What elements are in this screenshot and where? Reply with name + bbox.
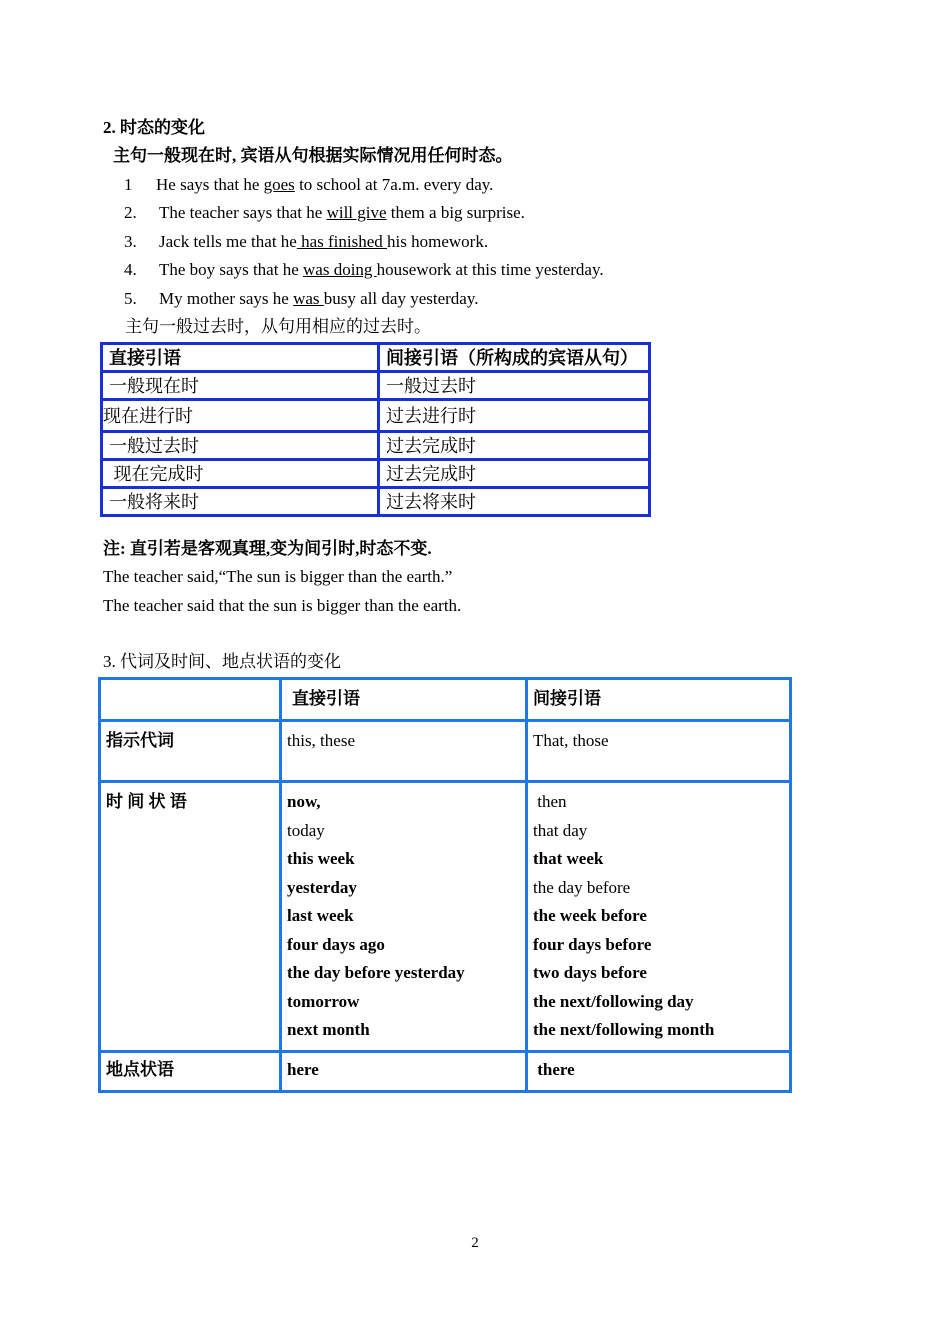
example-text: My mother says he [159,289,294,308]
example-text: them a big surprise. [386,203,525,222]
cell-direct: 一般现在时 [102,372,379,400]
example-text: his homework. [387,232,489,251]
time-expression: this week [287,849,355,868]
time-expression: yesterday [287,877,357,897]
time-expression: four days before [533,934,652,954]
direct-demonstrative: this, these [281,721,527,782]
example-text: He says that he [156,175,264,194]
example-number: 2. [124,203,137,222]
time-expression: that day [533,820,588,840]
table-header-row [100,679,791,721]
header-indirect: 间接引语 [527,679,791,721]
table-row [102,460,650,488]
header-empty [100,679,281,721]
time-expression: two days before [533,963,647,982]
table-row [102,400,650,432]
section2-heading: 2. 时态的变化 [103,118,205,137]
example-sentence [124,173,493,197]
header-direct: 直接引语 [102,344,379,372]
indirect-time-list [527,782,791,1052]
cell-indirect: 过去将来时 [379,488,650,516]
cell-indirect: 过去完成时 [379,432,650,460]
example-text: The boy says that he [159,260,303,279]
indirect-demonstrative: That, those [527,721,791,782]
cell-indirect: 一般过去时 [379,372,650,400]
example-sentence [124,258,604,282]
time-expression: tomorrow [287,991,360,1011]
time-expression: the next/following day [533,991,694,1011]
example-number: 5. [124,289,137,308]
table-row-demonstrative [100,721,791,782]
example-number: 1 [124,175,133,194]
header-direct: 直接引语 [281,679,527,721]
indirect-place: there [527,1051,791,1091]
cell-direct: 现在完成时 [102,460,379,488]
table-row-place [100,1051,791,1091]
label-place: 地点状语 [100,1051,281,1091]
example-sentence [124,230,488,254]
time-expression: then [533,792,567,811]
time-expression: next month [287,1020,370,1039]
example-number: 4. [124,260,137,279]
example-text: busy all day yesterday. [323,289,479,308]
time-expression: last week [287,906,354,925]
time-expression: four days ago [287,934,385,954]
time-expression: that week [533,849,604,868]
section2-rule: 主句一般现在时, 宾语从句根据实际情况用任何时态。 [113,146,513,165]
direct-time-list [281,782,527,1052]
example-verb: was doing [303,260,377,279]
example-text: to school at 7a.m. every day. [294,175,494,194]
table-row [102,488,650,516]
label-demonstrative: 指示代词 [100,721,281,782]
time-expression: today [287,820,325,840]
example-text: The teacher says that he [159,203,327,222]
cell-indirect: 过去进行时 [379,400,650,432]
table-header-row [102,344,650,372]
section3-heading: 3. 代词及时间、地点状语的变化 [103,652,341,671]
time-expression: now, [287,792,321,811]
label-time: 时 间 状 语 [100,782,281,1052]
note-example-direct: The teacher said,“The sun is bigger than the earth.” [103,567,453,586]
direct-place: here [281,1051,527,1091]
page-number: 2 [471,1235,479,1251]
example-text: housework at this time yesterday. [376,260,604,279]
example-sentence [124,201,525,225]
example-text: Jack tells me that he [159,232,297,251]
cell-direct: 现在进行时 [102,400,379,432]
time-expression: the day before [533,877,631,897]
cell-direct: 一般将来时 [102,488,379,516]
note-example-indirect: The teacher said that the sun is bigger than the earth. [103,596,462,615]
cell-direct: 一般过去时 [102,432,379,460]
example-sentence [124,287,478,311]
example-number: 3. [124,232,137,251]
tense-change-table [100,342,651,517]
example-verb: was [293,289,324,308]
cell-indirect: 过去完成时 [379,460,650,488]
header-indirect: 间接引语（所构成的宾语从句） [379,344,650,372]
table-row-time [100,782,791,1052]
table-row [102,372,650,400]
time-expression: the week before [533,906,647,925]
section2-rule2: 主句一般过去时，从句用相应的过去时。 [125,317,431,336]
example-verb: has finished [296,232,388,251]
note: 注: 直引若是客观真理,变为间引时,时态不变. [103,539,432,558]
example-verb: goes [263,175,295,194]
time-expression: the day before yesterday [287,963,465,982]
pronoun-adverbial-table [98,677,792,1093]
time-expression: the next/following month [533,1020,715,1039]
example-verb: will give [326,203,387,222]
table-row [102,432,650,460]
